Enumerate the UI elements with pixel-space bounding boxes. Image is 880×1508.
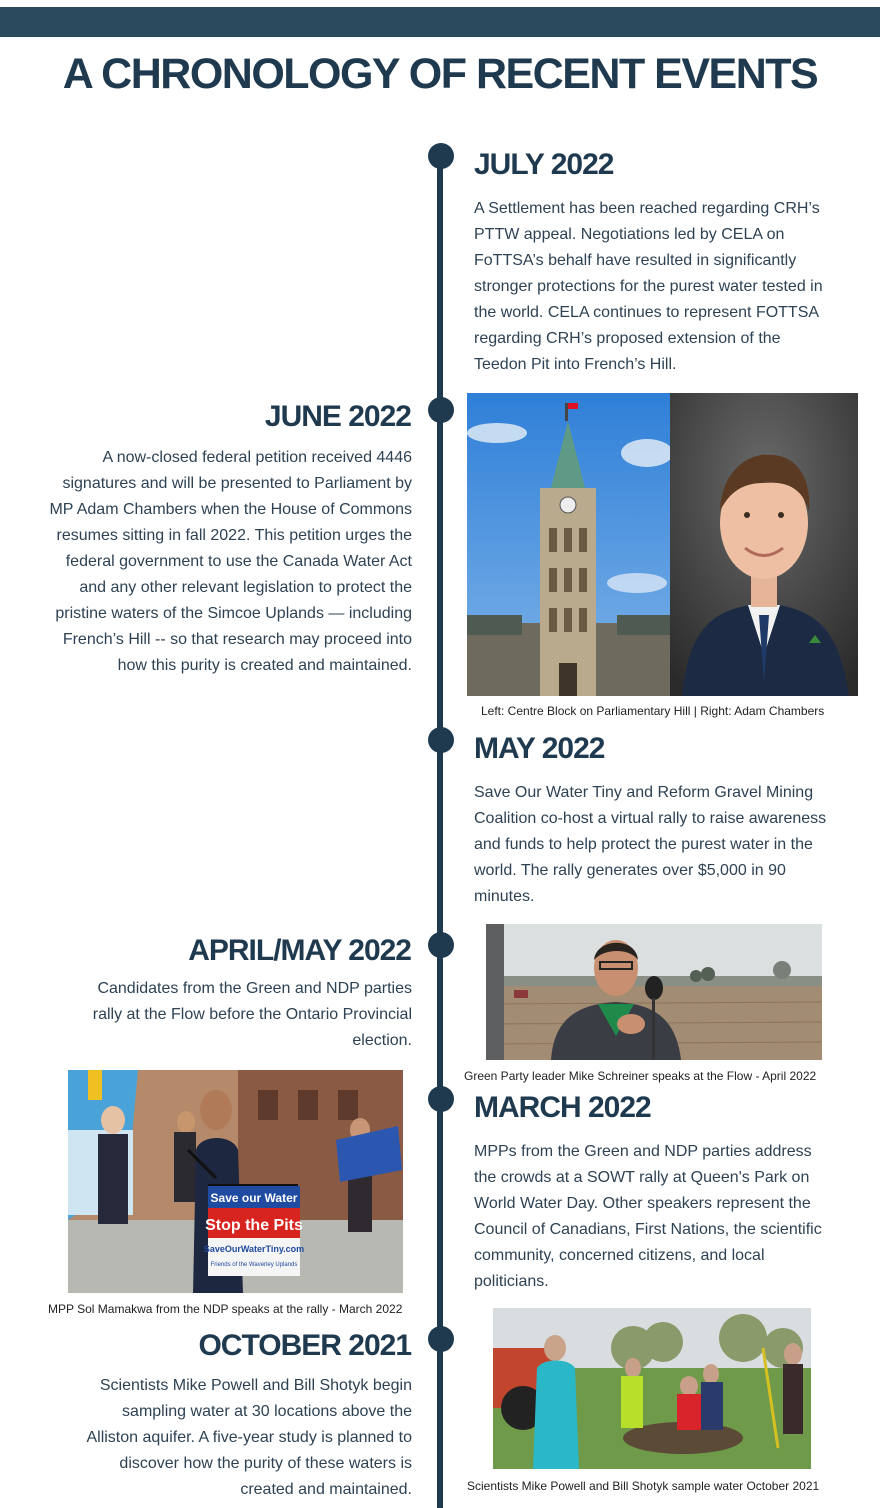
event-text-march-2022: MPPs from the Green and NDP parties address the crowds at a SOWT rally at Queen's Park on World Water Day. Other speakers represent the Council of Canadians, First Nations, the scientific community, concerned citizens, and local politicians. — [474, 1143, 822, 1290]
timeline-dot-april-may-2022 — [428, 932, 454, 958]
scientists-sampling-photo — [493, 1308, 811, 1469]
sign-line-4: Friends of the Waverley Uplands — [210, 1262, 298, 1268]
sign-line-2: Stop the Pits — [205, 1217, 303, 1234]
sign-line-1: Save our Water — [210, 1191, 298, 1205]
event-text-october-2021: Scientists Mike Powell and Bill Shotyk begin sampling water at 30 locations above the Alliston aquifer. A five-year study is planned to discover how the purity of these waters is created and maintained. — [86, 1377, 412, 1498]
mamakwa-rally-photo — [68, 1070, 403, 1293]
caption-parliament-photo: Left: Centre Block on Parliamentary Hill | Right: Adam Chambers — [481, 704, 825, 718]
timeline-dot-march-2022 — [428, 1086, 454, 1112]
event-text-may-2022: Save Our Water Tiny and Reform Gravel Mining Coalition co-host a virtual rally to raise awareness and funds to help protect the purest water in the world. The rally generates over $5,000 in 90 minutes. — [474, 784, 827, 905]
sign-line-3: SaveOurWaterTiny.com — [203, 1244, 305, 1254]
event-date-may-2022: MAY 2022 — [474, 732, 605, 765]
event-text-july-2022: A Settlement has been reached regarding CRH’s PTTW appeal. Negotiations led by CELA on FoTTSA’s behalf have resulted in significantly stronger protections for the purest water tested in the world. CELA continues to represent FOTTSA regarding CRH’s proposed extension of the Teedon Pit into French’s Hill. — [474, 200, 823, 373]
mamakwa-at-queens-park-image — [68, 1070, 403, 1293]
centre-block-and-portrait-image — [467, 393, 858, 696]
caption-mamakwa-photo: MPP Sol Mamakwa from the NDP speaks at the rally - March 2022 — [48, 1302, 403, 1316]
timeline-dot-june-2022 — [428, 397, 454, 423]
caption-scientists-photo: Scientists Mike Powell and Bill Shotyk sample water October 2021 — [467, 1479, 820, 1493]
page-title: A CHRONOLOGY OF RECENT EVENTS — [62, 50, 818, 98]
scientists-sampling-water-image — [493, 1308, 811, 1469]
parliament-and-chambers-photo — [467, 393, 858, 696]
timeline-dot-may-2022 — [428, 727, 454, 753]
event-date-april-may-2022: APRIL/MAY 2022 — [188, 934, 411, 967]
event-date-july-2022: JULY 2022 — [474, 148, 614, 181]
schreiner-at-the-flow-image — [486, 924, 822, 1060]
timeline-dot-october-2021 — [428, 1326, 454, 1352]
event-text-april-may-2022: Candidates from the Green and NDP parties rally at the Flow before the Ontario Provincial election. — [92, 980, 412, 1049]
timeline-dot-july-2022 — [428, 143, 454, 169]
timeline-line — [437, 150, 443, 1508]
event-date-june-2022: JUNE 2022 — [264, 400, 411, 433]
event-date-march-2022: MARCH 2022 — [474, 1091, 651, 1124]
top-banner-bar — [0, 7, 880, 37]
event-text-june-2022: A now-closed federal petition received 4446 signatures and will be presented to Parliament by MP Adam Chambers when the House of Commons resumes sitting in fall 2022. This petition urges the federal government to use the Canada Water Act and any other relevant legislation to protect the pristine waters of the Simcoe Uplands — including French’s Hill -- so that research may proceed into how this purity is created and maintained. — [49, 449, 412, 674]
caption-schreiner-photo: Green Party leader Mike Schreiner speaks at the Flow - April 2022 — [464, 1069, 817, 1083]
schreiner-photo — [486, 924, 822, 1060]
event-date-october-2021: OCTOBER 2021 — [198, 1329, 411, 1362]
